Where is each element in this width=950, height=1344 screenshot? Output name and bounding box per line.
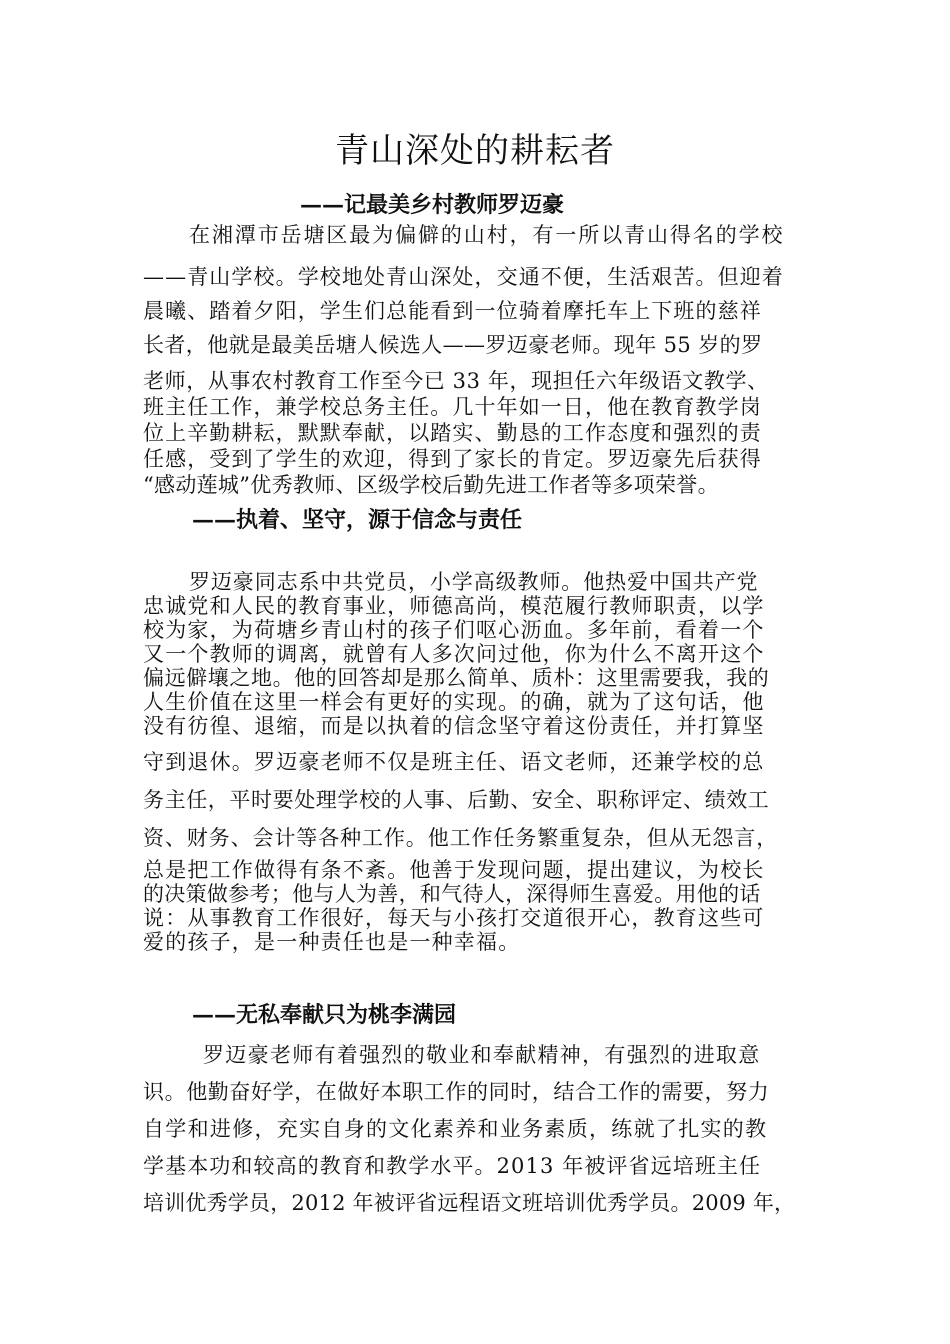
paragraph-line: 班主任工作，兼学校总务主任。几十年如一日，他在教育教学岗: [143, 395, 762, 419]
paragraph-line: 罗迈豪同志系中共党员，小学高级教师。他热爱中国共产党: [189, 570, 759, 594]
paragraph-line: 总是把工作做得有条不紊。他善于发现问题，提出建议，为校长: [143, 858, 765, 882]
document-title: 青山深处的耕耘者: [335, 131, 615, 171]
paragraph-line: 说：从事教育工作很好，每天与小孩打交道很开心，教育这些可: [143, 906, 765, 930]
paragraph-line: 人生价值在这里一样会有更好的实现。的确，就为了这句话，他: [143, 690, 765, 714]
paragraph-line: 学基本功和较高的教育和教学水平。2013 年被评省远培班主任: [143, 1154, 762, 1178]
paragraph-line: ——青山学校。学校地处青山深处，交通不便，生活艰苦。但迎着: [143, 265, 784, 289]
paragraph-line: 偏远僻壤之地。他的回答却是那么简单、质朴：这里需要我，我的: [143, 666, 770, 690]
paragraph-line: 没有彷徨、退缩，而是以执着的信念坚守着这份责任，并打算坚: [143, 714, 765, 738]
paragraph-line: 培训优秀学员，2012 年被评省远程语文班培训优秀学员。2009 年，: [143, 1191, 796, 1215]
paragraph-line: 任感，受到了学生的欢迎，得到了家长的肯定。罗迈豪先后获得: [143, 447, 762, 471]
paragraph-line: 识。他勤奋好学，在做好本职工作的同时，结合工作的需要，努力: [143, 1080, 770, 1104]
paragraph-line: 守到退休。罗迈豪老师不仅是班主任、语文老师，还兼学校的总: [143, 750, 765, 774]
paragraph-line: 长者，他就是最美岳塘人候选人——罗迈豪老师。现年 55 岁的罗: [143, 333, 763, 357]
section-paragraph: [143, 568, 823, 952]
section-paragraph: [143, 1041, 823, 1226]
paragraph-line: 忠诚党和人民的教育事业，师德高尚，模范履行教师职责，以学: [143, 594, 765, 618]
paragraph-line: 资、财务、会计等各种工作。他工作任务繁重复杂，但从无怨言，: [143, 826, 779, 850]
paragraph-line: 老师，从事农村教育工作至今已 33 年，现担任六年级语文教学、: [143, 369, 769, 393]
section-heading: ——执着、坚守，源于信念与责任: [192, 507, 523, 533]
paragraph-line: 又一个教师的调离，就曾有人多次问过他，你为什么不离开这个: [143, 642, 765, 666]
document-subtitle: ——记最美乡村教师罗迈豪: [300, 192, 565, 218]
paragraph-line: 在湘潭市岳塘区最为偏僻的山村，有一所以青山得名的学校: [189, 223, 785, 247]
paragraph-line: 爱的孩子，是一种责任也是一种幸福。: [143, 930, 521, 954]
paragraph-line: “感动莲城”优秀教师、区级学校后勤先进工作者等多项荣誉。: [143, 473, 719, 497]
paragraph-line: 自学和进修，充实自身的文化素养和业务素质，练就了扎实的教: [143, 1117, 768, 1141]
paragraph-line: 校为家，为荷塘乡青山村的孩子们呕心沥血。多年前，看着一个: [143, 618, 765, 642]
intro-paragraph: [143, 221, 823, 497]
paragraph-line: 务主任，平时要处理学校的人事、后勤、安全、职称评定、绩效工: [143, 788, 770, 812]
paragraph-line: 罗迈豪老师有着强烈的敬业和奉献精神，有强烈的进取意: [203, 1043, 761, 1067]
paragraph-line: 的决策做参考；他与人为善，和气待人，深得师生喜爱。用他的话: [143, 882, 761, 906]
paragraph-line: 晨曦、踏着夕阳，学生们总能看到一位骑着摩托车上下班的慈祥: [143, 299, 762, 323]
section-heading: ——无私奉献只为桃李满园: [192, 1002, 457, 1028]
paragraph-line: 位上辛勤耕耘，默默奉献，以踏实、勤恳的工作态度和强烈的责: [143, 421, 762, 445]
